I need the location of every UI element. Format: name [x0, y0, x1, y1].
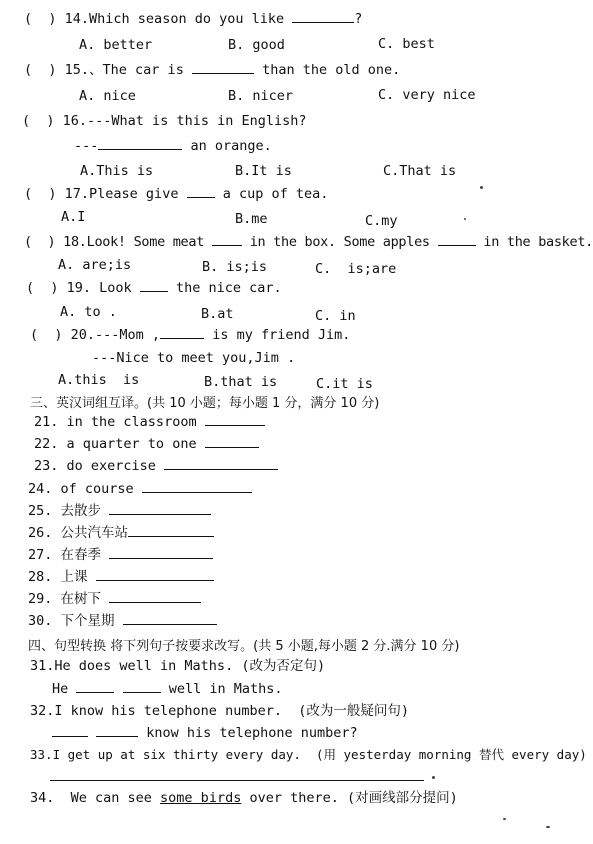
question-text: than the old one.: [253, 62, 401, 78]
option-b: B.at: [201, 306, 234, 322]
option-b: B. nicer: [228, 88, 294, 104]
answer-blank[interactable]: [438, 233, 476, 246]
answer-blank[interactable]: [292, 10, 354, 23]
section-4-title: 四、句型转换 将下列句子按要求改写。(共 5 小题,每小题 2 分.满分 10 分): [28, 639, 460, 654]
item-21: 21. in the classroom: [34, 413, 265, 431]
option-b: B. good: [228, 37, 285, 53]
question-text: 14.Which season do you like: [64, 11, 293, 27]
q33-text: 33.I get up at six thirty every day. (用 yesterday morning 替代 every day): [30, 747, 587, 762]
question-text: the nice car.: [167, 280, 282, 296]
item-24: 24. of course: [28, 480, 252, 498]
answer-blank[interactable]: [164, 457, 278, 470]
q31-answer: He well in Maths.: [52, 681, 283, 697]
answer-blank[interactable]: [76, 680, 114, 693]
option-b: B.me: [235, 211, 268, 227]
answer-blank[interactable]: [52, 724, 88, 737]
answer-bracket[interactable]: ( ): [26, 280, 59, 296]
question-text: ?: [354, 11, 363, 27]
scan-speck: [546, 826, 550, 828]
answer-blank[interactable]: [98, 137, 182, 150]
scan-speck: [480, 186, 483, 189]
q16-stem: [22, 112, 307, 130]
option-c: C.my: [365, 213, 398, 229]
section-3-title: 三、英汉词组互译。(共 10 小题；每小题 1 分，满分 10 分): [30, 396, 380, 411]
q20-line2: ---Nice to meet you,Jim .: [92, 350, 296, 366]
answer-bracket[interactable]: ( ): [22, 113, 55, 129]
option-c: C. is;are: [315, 261, 397, 277]
q19-stem: [26, 279, 282, 297]
option-a: A. to .: [60, 304, 117, 320]
q18-stem: [24, 233, 593, 251]
q31-text: 31.He does well in Maths. (改为否定句): [30, 658, 326, 674]
option-c: C.it is: [316, 376, 373, 392]
answer-blank[interactable]: [205, 413, 265, 426]
option-a: A.This is: [80, 163, 154, 179]
answer-bracket[interactable]: ( ): [24, 186, 57, 202]
answer-blank[interactable]: [192, 61, 254, 74]
answer-blank[interactable]: [96, 568, 214, 581]
option-b: B.It is: [235, 163, 292, 179]
answer-blank[interactable]: [123, 680, 161, 693]
item-28: 28. 上课: [28, 568, 214, 586]
question-text: 18.Look! Some meat: [63, 234, 212, 250]
item-26: 26. 公共汽车站: [28, 524, 214, 542]
option-a: A.this is: [58, 372, 140, 388]
option-a: A. are;is: [58, 257, 132, 273]
option-a: A.I: [61, 209, 86, 225]
question-text: 20.---Mom ,: [70, 327, 161, 343]
scan-speck: [464, 218, 466, 220]
answer-blank[interactable]: [140, 279, 168, 292]
answer-blank[interactable]: [205, 435, 259, 448]
q16-line2: --- an orange.: [74, 138, 272, 154]
q14-stem: [24, 10, 362, 28]
question-text: a cup of tea.: [214, 186, 329, 202]
underlined-phrase: some birds: [160, 790, 242, 806]
answer-blank[interactable]: [123, 612, 217, 625]
question-text: 16.---What is this in English?: [62, 113, 307, 129]
option-c: C. very nice: [378, 87, 476, 103]
answer-blank[interactable]: [109, 590, 201, 603]
question-text: in the basket.: [475, 234, 593, 250]
item-27: 27. 在春季: [28, 546, 213, 564]
question-text: is my friend Jim.: [204, 327, 351, 343]
option-c: C. best: [378, 36, 435, 52]
option-b: B. is;is: [202, 259, 268, 275]
option-c: C.That is: [383, 163, 457, 179]
question-text: in the box. Some apples: [241, 234, 438, 250]
q33-answer-line[interactable]: [50, 780, 424, 781]
item-29: 29. 在树下: [28, 590, 201, 608]
answer-blank[interactable]: [212, 233, 242, 246]
item-30: 30. 下个星期: [28, 612, 217, 630]
q20-stem: [30, 326, 350, 344]
q17-stem: [24, 185, 328, 203]
q34-text: 34. We can see some birds over there. (对画线部分提问): [30, 790, 458, 806]
option-c: C. in: [315, 308, 356, 324]
item-22: 22. a quarter to one: [34, 435, 259, 453]
answer-blank[interactable]: [128, 524, 214, 537]
answer-blank[interactable]: [142, 480, 252, 493]
answer-bracket[interactable]: ( ): [24, 11, 57, 27]
answer-blank[interactable]: [109, 502, 211, 515]
option-a: A. better: [79, 37, 153, 53]
option-a: A. nice: [79, 88, 136, 104]
question-text: 19. Look: [66, 280, 140, 296]
answer-blank[interactable]: [187, 185, 215, 198]
answer-blank[interactable]: [109, 546, 213, 559]
question-text: 15.、The car is: [64, 62, 192, 78]
item-23: 23. do exercise: [34, 457, 278, 475]
answer-bracket[interactable]: ( ): [24, 234, 56, 250]
answer-blank[interactable]: [160, 326, 204, 339]
answer-bracket[interactable]: ( ): [30, 327, 63, 343]
option-b: B.that is: [204, 374, 278, 390]
question-text: 17.Please give: [64, 186, 187, 202]
q32-answer: know his telephone number?: [52, 724, 358, 742]
answer-bracket[interactable]: ( ): [24, 62, 57, 78]
q15-stem: [24, 61, 400, 79]
answer-blank[interactable]: [96, 724, 138, 737]
scan-speck: [503, 818, 506, 820]
scan-speck: [432, 776, 435, 779]
item-25: 25. 去散步: [28, 502, 211, 520]
q32-text: 32.I know his telephone number. (改为一般疑问句): [30, 703, 409, 719]
